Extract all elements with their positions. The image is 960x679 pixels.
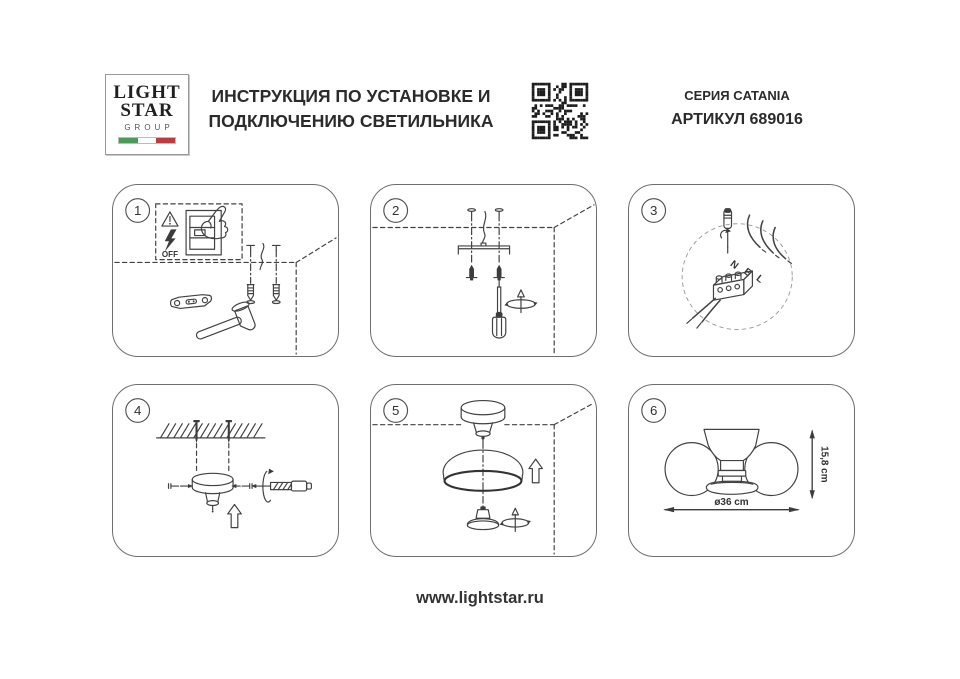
up-arrow-icon: [529, 459, 542, 483]
hammer-icon: [191, 300, 258, 349]
series-label: СЕРИЯ CATANIA: [684, 88, 790, 103]
canopy-icon: [461, 401, 505, 442]
step-6-diagram: [629, 385, 853, 555]
finial-icon: [467, 506, 498, 529]
website-url: www.lightstar.ru: [416, 589, 544, 607]
label-n: N: [727, 258, 741, 272]
logo-text-light: LIGHT: [113, 82, 181, 103]
diameter-dimension: [663, 497, 800, 512]
off-label: OFF: [161, 250, 179, 260]
canopy-icon: [192, 473, 233, 512]
step-4-panel: [112, 384, 339, 557]
step-3-diagram: [629, 185, 853, 355]
panel-number: 5: [391, 403, 400, 419]
step-3-panel: [628, 184, 855, 357]
mounting-strap-icon: [170, 294, 212, 310]
step-1-diagram: [113, 185, 337, 355]
logo-text-star: STAR: [120, 100, 174, 121]
screw-icon: [247, 245, 280, 283]
screwdriver-icon: [492, 279, 505, 338]
lightning-bolt-icon: [165, 229, 177, 251]
step-2-panel: [370, 184, 597, 357]
label-l: L: [753, 273, 766, 286]
mounting-bracket-icon: [458, 243, 509, 254]
step-6-panel: [628, 384, 855, 557]
height-label: 15,8 cm: [818, 446, 830, 483]
wire-icon: [687, 298, 720, 328]
supply-wires-icon: [747, 215, 791, 263]
label-e: E: [741, 266, 754, 280]
step-4-diagram: [113, 385, 337, 555]
room-corner-lines: [115, 238, 336, 354]
lightstar-logo: [105, 74, 189, 155]
panel-number: 2: [391, 203, 400, 219]
step-2-diagram: [371, 185, 595, 355]
rotate-arrow-icon: [263, 469, 274, 502]
projection-lines: [197, 444, 229, 474]
wire-icon: [260, 244, 264, 270]
italian-flag-icon: [118, 137, 176, 144]
title-line-2: ПОДКЛЮЧЕНИЮ СВЕТИЛЬНИКА: [208, 111, 494, 131]
panel-number: 1: [133, 203, 142, 219]
rotate-arrow-icon: [500, 508, 531, 531]
anchor-icon: [247, 285, 280, 304]
diameter-label: ø36 cm: [714, 496, 749, 508]
step-5-diagram: [371, 385, 595, 555]
step-1-panel: [112, 184, 339, 357]
logo-text-group: GROUP: [124, 123, 174, 132]
height-dimension: [810, 429, 830, 499]
article-label: АРТИКУЛ 689016: [671, 111, 803, 128]
panel-number: 6: [649, 403, 658, 419]
screwdriver-icon: [251, 481, 311, 491]
rotate-arrow-icon: [721, 228, 731, 238]
ceiling-hatch: [157, 424, 265, 438]
power-off-warning: [156, 204, 242, 260]
page-title: [193, 84, 509, 134]
screw-icon: [193, 420, 232, 443]
up-arrow-icon: [228, 504, 242, 527]
rotate-arrow-icon: [504, 290, 537, 313]
lamp-side-view: [665, 429, 798, 495]
qr-code: [521, 72, 599, 150]
panel-number: 4: [133, 403, 142, 419]
breaker-panel: [186, 211, 221, 255]
step-5-panel: [370, 384, 597, 557]
title-line-1: ИНСТРУКЦИЯ ПО УСТАНОВКЕ И: [211, 86, 491, 106]
product-info: [630, 88, 844, 129]
panel-number: 3: [649, 203, 658, 219]
warning-triangle-icon: [162, 212, 178, 226]
